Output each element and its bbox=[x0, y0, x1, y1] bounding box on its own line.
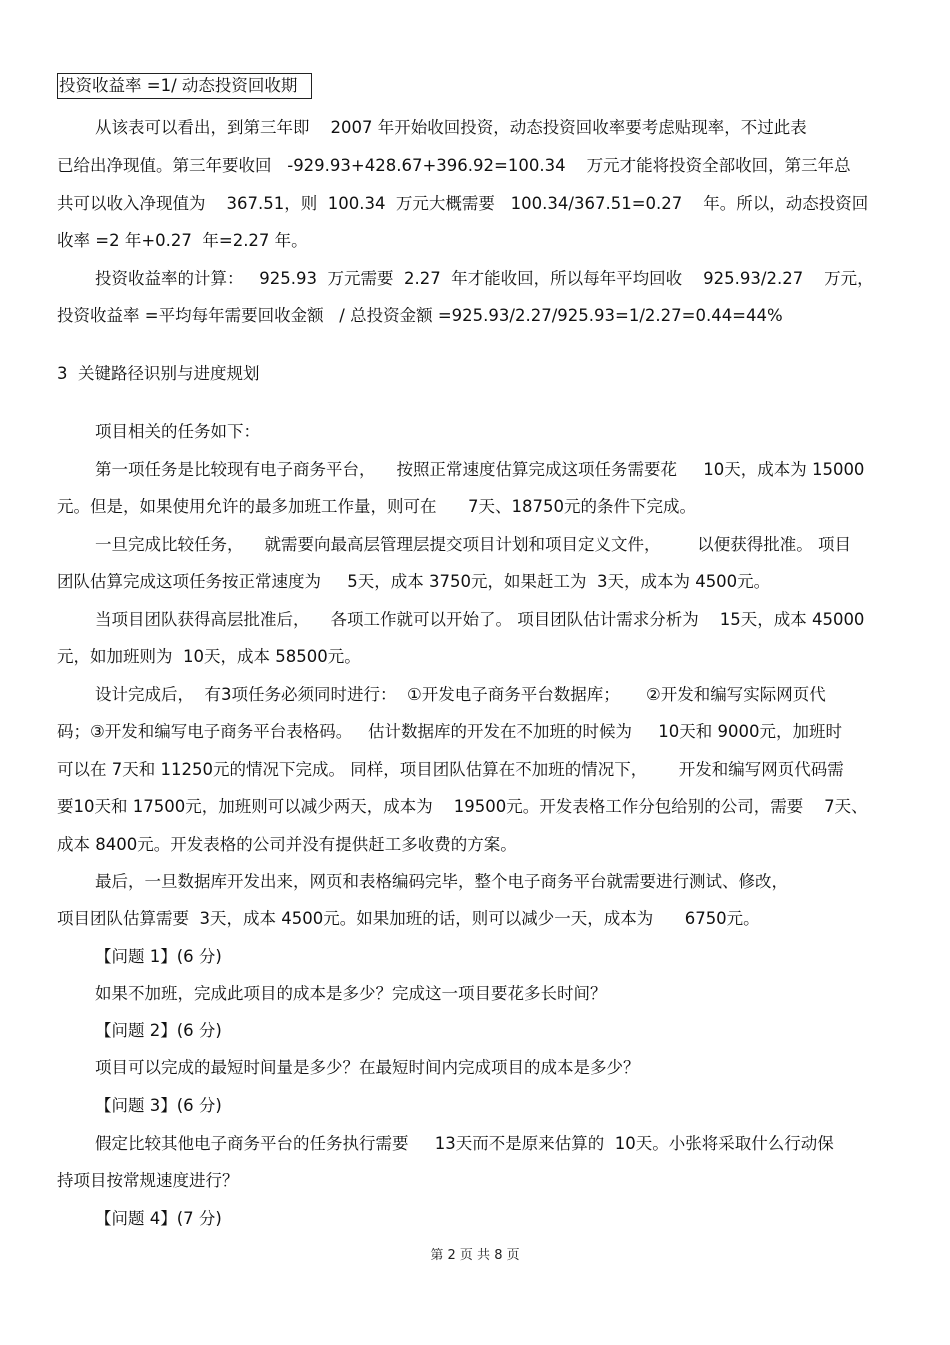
paragraph-line: 第一项任务是比较现有电子商务平台， 按照正常速度估算完成这项任务需要花 10天，成本为 15000 bbox=[95, 460, 865, 479]
intro-text: 项目相关的任务如下： bbox=[95, 422, 260, 441]
paragraph-line: 成本 8400元。开发表格的公司并没有提供赶工多收费的方案。 bbox=[57, 835, 517, 854]
question-4-label: 【问题 4】(7 分) bbox=[95, 1209, 222, 1228]
paragraph-line: 团队估算完成这项任务按正常速度为 5天，成本 3750元，如果赶工为 3天，成本为 4500元。 bbox=[57, 572, 771, 591]
paragraph-line: 可以在 7天和 11250元的情况下完成。 同样，项目团队估算在不加班的情况下， 开发和编写网页代码需 bbox=[57, 760, 844, 779]
paragraph-line: 要10天和 17500元，加班则可以减少两天，成本为 19500元。开发表格工作分包给别的公司，需要 7天、 bbox=[57, 797, 868, 816]
question-3-text: 持项目按常规速度进行？ bbox=[57, 1171, 239, 1190]
paragraph-line: 设计完成后， 有3项任务必须同时进行： ①开发电子商务平台数据库； ②开发和编写实际网页代 bbox=[95, 685, 826, 704]
formula-box: 投资收益率 =1/ 动态投资回收期 bbox=[57, 73, 312, 99]
paragraph-line: 元。但是，如果使用允许的最多加班工作量，则可在 7天、18750元的条件下完成。 bbox=[57, 497, 696, 516]
paragraph-line: 共可以收入净现值为 367.51，则 100.34 万元大概需要 100.34/367.51=0.27 年。所以，动态投资回 bbox=[57, 194, 869, 213]
question-2-label: 【问题 2】(6 分) bbox=[95, 1021, 222, 1040]
paragraph-line: 投资收益率的计算： 925.93 万元需要 2.27 年才能收回，所以每年平均回收 925.93/2.27 万元， bbox=[95, 269, 874, 288]
page-footer: 第 2 页 共 8 页 bbox=[430, 1248, 520, 1263]
paragraph-line: 码；③开发和编写电子商务平台表格码。 估计数据库的开发在不加班的时候为 10天和 9000元，加班时 bbox=[57, 722, 842, 741]
paragraph-line: 收率 =2 年+0.27 年=2.27 年。 bbox=[57, 231, 308, 250]
question-2-text: 项目可以完成的最短时间量是多少？在最短时间内完成项目的成本是多少？ bbox=[95, 1058, 640, 1077]
section-heading: 3 关键路径识别与进度规划 bbox=[57, 364, 260, 383]
paragraph-line: 从该表可以看出，到第三年即 2007 年开始收回投资，动态投资回收率要考虑贴现率，不过此表 bbox=[95, 118, 807, 137]
question-1-label: 【问题 1】(6 分) bbox=[95, 947, 222, 966]
paragraph-line: 项目团队估算需要 3天，成本 4500元。如果加班的话，则可以减少一天，成本为 6750元。 bbox=[57, 909, 760, 928]
paragraph-line: 投资收益率 =平均每年需要回收金额 / 总投资金额 =925.93/2.27/925.93=1/2.27=0.44=44% bbox=[57, 306, 783, 325]
paragraph-line: 元，如加班则为 10天，成本 58500元。 bbox=[57, 647, 361, 666]
question-1-text: 如果不加班，完成此项目的成本是多少？完成这一项目要花多长时间？ bbox=[95, 984, 607, 1003]
paragraph-line: 最后，一旦数据库开发出来，网页和表格编码完毕，整个电子商务平台就需要进行测试、修改， bbox=[95, 872, 788, 891]
paragraph-line: 当项目团队获得高层批准后， 各项工作就可以开始了。 项目团队估计需求分析为 15天，成本 45000 bbox=[95, 610, 865, 629]
question-3-label: 【问题 3】(6 分) bbox=[95, 1096, 222, 1115]
question-3-text: 假定比较其他电子商务平台的任务执行需要 13天而不是原来估算的 10天。小张将采取什么行动保 bbox=[95, 1134, 834, 1153]
paragraph-line: 一旦完成比较任务， 就需要向最高层管理层提交项目计划和项目定义文件， 以便获得批准。 项目 bbox=[95, 535, 851, 554]
paragraph-line: 已给出净现值。第三年要收回 -929.93+428.67+396.92=100.34 万元才能将投资全部收回，第三年总 bbox=[57, 156, 851, 175]
